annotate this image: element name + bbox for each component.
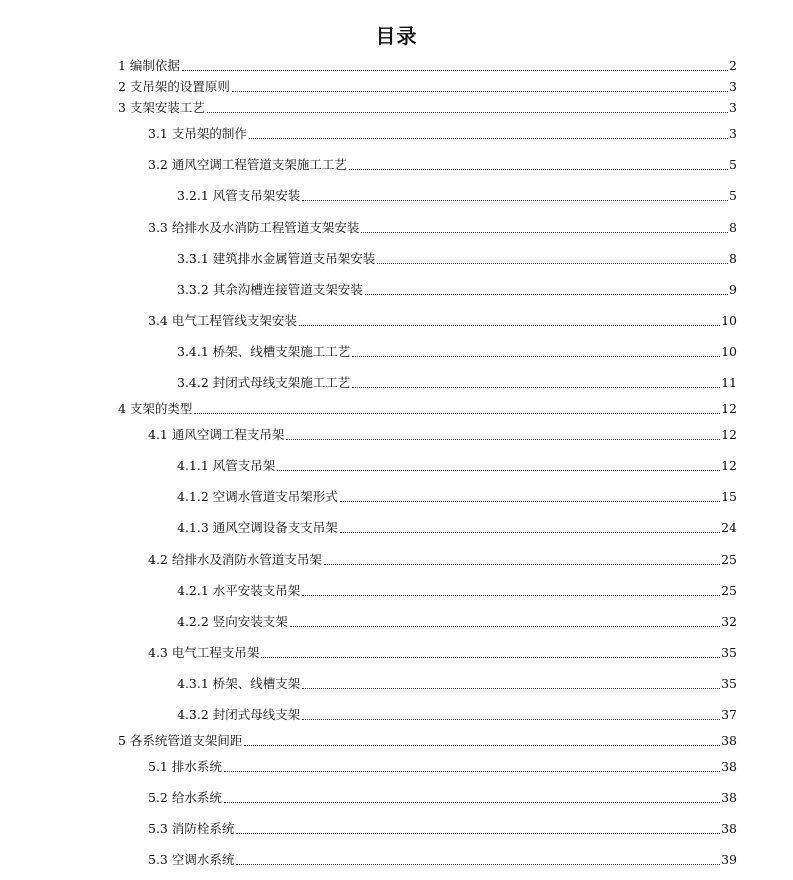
- toc-page-number: 37: [721, 707, 737, 722]
- toc-label: 4.1.3 通风空调设备支支吊架: [177, 520, 338, 535]
- toc-page-number: 39: [721, 852, 737, 867]
- toc-leader: [244, 745, 720, 746]
- toc-entry[interactable]: [148, 819, 737, 837]
- toc-label: 5.3 消防栓系统: [148, 821, 235, 836]
- toc-entry[interactable]: [148, 124, 737, 142]
- toc-label: 5.3 空调水系统: [148, 852, 235, 867]
- toc-leader: [182, 70, 728, 71]
- toc-entry[interactable]: [118, 56, 737, 74]
- toc-entry[interactable]: [177, 674, 737, 692]
- toc-leader: [290, 626, 720, 627]
- toc-leader: [352, 356, 720, 357]
- toc-page-number: 38: [721, 733, 737, 748]
- toc-label: 3.2.1 风管支吊架安装: [177, 188, 301, 203]
- toc-label: 4.1.2 空调水管道支吊架形式: [177, 489, 338, 504]
- toc-page-number: 11: [721, 375, 737, 390]
- toc-page-number: 25: [721, 552, 737, 567]
- toc-leader: [232, 91, 728, 92]
- toc-entry[interactable]: [148, 425, 737, 443]
- toc-leader: [302, 200, 728, 201]
- toc-page-number: 32: [721, 614, 737, 629]
- toc-leader: [224, 771, 720, 772]
- toc-label: 3.4.2 封闭式母线支架施工工艺: [177, 375, 351, 390]
- toc-label: 4.1 通风空调工程支吊架: [148, 427, 285, 442]
- toc-leader: [361, 232, 728, 233]
- toc-page-number: 35: [721, 645, 737, 660]
- toc-label: 1 编制依据: [118, 58, 180, 73]
- toc-page-number: 10: [721, 344, 737, 359]
- toc-label: 4.3.2 封闭式母线支架: [177, 707, 301, 722]
- toc-page-number: 3: [729, 79, 737, 94]
- toc-entry[interactable]: [177, 280, 737, 298]
- toc-entry[interactable]: [148, 757, 737, 775]
- toc-label: 4 支架的类型: [118, 401, 193, 416]
- toc-page-number: 12: [721, 427, 737, 442]
- toc-label: 4.1.1 风管支吊架: [177, 458, 276, 473]
- toc-leader: [340, 532, 720, 533]
- toc-entry[interactable]: [177, 186, 737, 204]
- toc-entry[interactable]: [148, 311, 737, 329]
- toc-page-number: 38: [721, 759, 737, 774]
- toc-entry[interactable]: [148, 788, 737, 806]
- toc-entry[interactable]: [148, 218, 737, 236]
- toc-leader: [377, 263, 728, 264]
- toc-page-number: 12: [721, 401, 737, 416]
- toc-entry[interactable]: [118, 98, 737, 116]
- toc-page-number: 10: [721, 313, 737, 328]
- toc-page-number: 24: [721, 520, 737, 535]
- toc-leader: [352, 387, 720, 388]
- toc-leader: [207, 112, 728, 113]
- toc-entry[interactable]: [177, 705, 737, 723]
- toc-label: 3.4.1 桥架、线槽支架施工工艺: [177, 344, 351, 359]
- toc-entry[interactable]: [118, 731, 737, 749]
- toc-leader: [299, 325, 720, 326]
- toc-label: 3.3.2 其余沟槽连接管道支架安装: [177, 282, 363, 297]
- toc-entry[interactable]: [177, 487, 737, 505]
- toc-entry[interactable]: [177, 373, 737, 391]
- toc-entry[interactable]: [118, 77, 737, 95]
- toc-entry[interactable]: [148, 155, 737, 173]
- toc-page-number: 5: [729, 157, 737, 172]
- toc-label: 4.3 电气工程支吊架: [148, 645, 260, 660]
- toc-leader: [340, 501, 720, 502]
- toc-page-number: 3: [729, 126, 737, 141]
- toc-entry[interactable]: [177, 612, 737, 630]
- toc-entry[interactable]: [148, 550, 737, 568]
- toc-leader: [349, 169, 728, 170]
- page-title: 目录: [375, 24, 418, 48]
- toc-label: 4.2 给排水及消防水管道支吊架: [148, 552, 322, 567]
- toc-leader: [236, 833, 720, 834]
- toc-page-number: 8: [729, 220, 737, 235]
- toc-label: 4.2.1 水平安装支吊架: [177, 583, 301, 598]
- toc-entry[interactable]: [148, 643, 737, 661]
- toc-page-number: 8: [729, 251, 737, 266]
- toc-label: 3 支架安装工艺: [118, 100, 205, 115]
- toc-leader: [277, 470, 720, 471]
- toc-label: 4.3.1 桥架、线槽支架: [177, 676, 301, 691]
- toc-label: 5 各系统管道支架间距: [118, 733, 243, 748]
- toc-label: 2 支吊架的设置原则: [118, 79, 230, 94]
- toc-leader: [302, 595, 720, 596]
- toc-page-number: 38: [721, 790, 737, 805]
- toc-leader: [302, 719, 720, 720]
- toc-entry[interactable]: [177, 518, 737, 536]
- toc-label: 5.1 排水系统: [148, 759, 222, 774]
- toc-entry[interactable]: [177, 249, 737, 267]
- toc-page-number: 12: [721, 458, 737, 473]
- toc-leader: [286, 439, 720, 440]
- toc-page-number: 15: [721, 489, 737, 504]
- toc-leader: [365, 294, 728, 295]
- toc-page-number: 35: [721, 676, 737, 691]
- toc-label: 3.4 电气工程管线支架安装: [148, 313, 297, 328]
- toc-leader: [236, 864, 720, 865]
- toc-page-number: 3: [729, 100, 737, 115]
- toc-leader: [194, 413, 720, 414]
- toc-leader: [324, 564, 720, 565]
- toc-label: 3.3.1 建筑排水金属管道支吊架安装: [177, 251, 376, 266]
- toc-entry[interactable]: [177, 581, 737, 599]
- toc-entry[interactable]: [148, 850, 737, 868]
- toc-page-number: 5: [729, 188, 737, 203]
- toc-page-number: 9: [729, 282, 737, 297]
- toc-label: 3.1 支吊架的制作: [148, 126, 247, 141]
- toc-label: 3.2 通风空调工程管道支架施工工艺: [148, 157, 347, 172]
- toc-label: 4.2.2 竖向安装支架: [177, 614, 288, 629]
- toc-leader: [261, 657, 720, 658]
- toc-page-number: 2: [729, 58, 737, 73]
- toc-label: 5.2 给水系统: [148, 790, 222, 805]
- toc-leader: [249, 138, 728, 139]
- toc-entry[interactable]: [118, 399, 737, 417]
- toc-leader: [224, 802, 720, 803]
- toc-page-number: 25: [721, 583, 737, 598]
- toc-entry[interactable]: [177, 342, 737, 360]
- toc-entry[interactable]: [177, 456, 737, 474]
- toc-page-number: 38: [721, 821, 737, 836]
- toc-leader: [302, 688, 720, 689]
- toc-label: 3.3 给排水及水消防工程管道支架安装: [148, 220, 360, 235]
